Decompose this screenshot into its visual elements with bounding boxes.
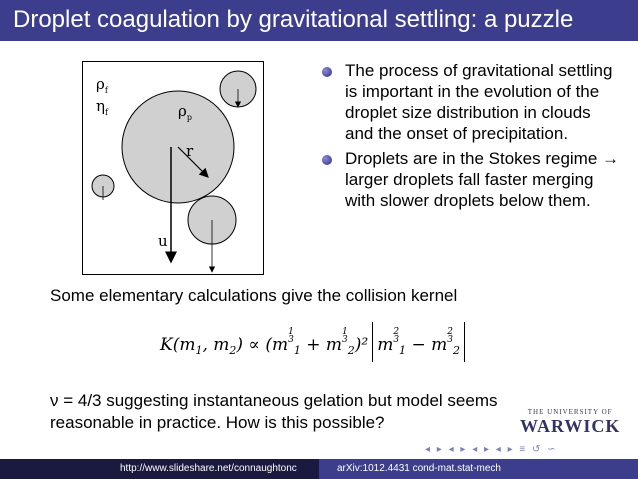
title-bar (0, 0, 638, 41)
formula-sub: 1 (195, 344, 203, 357)
droplet-figure (82, 61, 264, 275)
exponent-fraction: 2 3 (447, 327, 453, 345)
rho-f-label: $\rho_f$ (96, 75, 108, 95)
formula-sub: 2 (229, 344, 237, 357)
bullet-icon (322, 67, 332, 77)
abs-bar-right (464, 322, 465, 362)
formula-part: ) ∝ (m (236, 335, 289, 355)
logo-big-text: WARWICK (520, 416, 621, 436)
formula-part: − m (406, 335, 448, 355)
formula-sub: 2 (347, 344, 355, 357)
warwick-logo (520, 408, 620, 437)
exponent-fraction: 1 3 (342, 327, 348, 345)
bullet-list (322, 60, 622, 215)
abs-bar-left (372, 322, 373, 362)
bullet-text: The process of gravitational settling is important in the evolution of the droplet size distribution in clouds and the onset of precipitation. (345, 61, 613, 143)
formula-part: K(m (160, 335, 196, 355)
collision-kernel-formula (160, 322, 469, 362)
conclusion-line-1: ν = 4/3 suggesting instantaneous gelation but model seems (50, 391, 498, 410)
conclusion-line-2: reasonable in practice. How is this possible? (50, 413, 385, 432)
bullet-item (322, 60, 622, 144)
eta-f-label: $\eta_f$ (96, 97, 108, 117)
footer (0, 459, 638, 479)
bullet-text: Droplets are in the Stokes regime → larger droplets fall faster merging with slower droplets below them. (345, 149, 620, 210)
footer-left (0, 459, 319, 479)
formula-sub: 1 (399, 344, 407, 357)
velocity-label: u (158, 232, 168, 250)
logo-small-text: THE UNIVERSITY OF (527, 408, 613, 416)
formula-sub: 2 (452, 344, 460, 357)
rho-p-label: $\rho_p$ (178, 102, 192, 122)
exponent-fraction: 1 3 (288, 327, 294, 345)
exponent-fraction: 2 3 (393, 327, 400, 345)
slide-title: Droplet coagulation by gravitational settling: a puzzle (13, 6, 574, 33)
formula-part: )² (354, 335, 369, 355)
droplet-diagram (83, 62, 265, 276)
beamer-navigation-icons[interactable]: ◂ ▸ ◂ ▸ ◂ ▸ ◂ ▸ ≡ ↺ ∽ (425, 444, 558, 455)
footer-url[interactable]: http://www.slideshare.net/connaughtonc (120, 463, 297, 474)
bullet-icon (322, 155, 332, 165)
intro-line: Some elementary calculations give the collision kernel (50, 286, 458, 305)
formula-part: + m (300, 335, 342, 355)
footer-arxiv: arXiv:1012.4431 cond-mat.stat-mech (337, 463, 501, 474)
bullet-item (322, 148, 622, 211)
radius-label: r (186, 142, 194, 160)
formula-sub: 1 (293, 344, 301, 357)
formula-part: , m (202, 335, 230, 355)
formula-part: m (377, 335, 394, 355)
footer-right (319, 459, 638, 479)
